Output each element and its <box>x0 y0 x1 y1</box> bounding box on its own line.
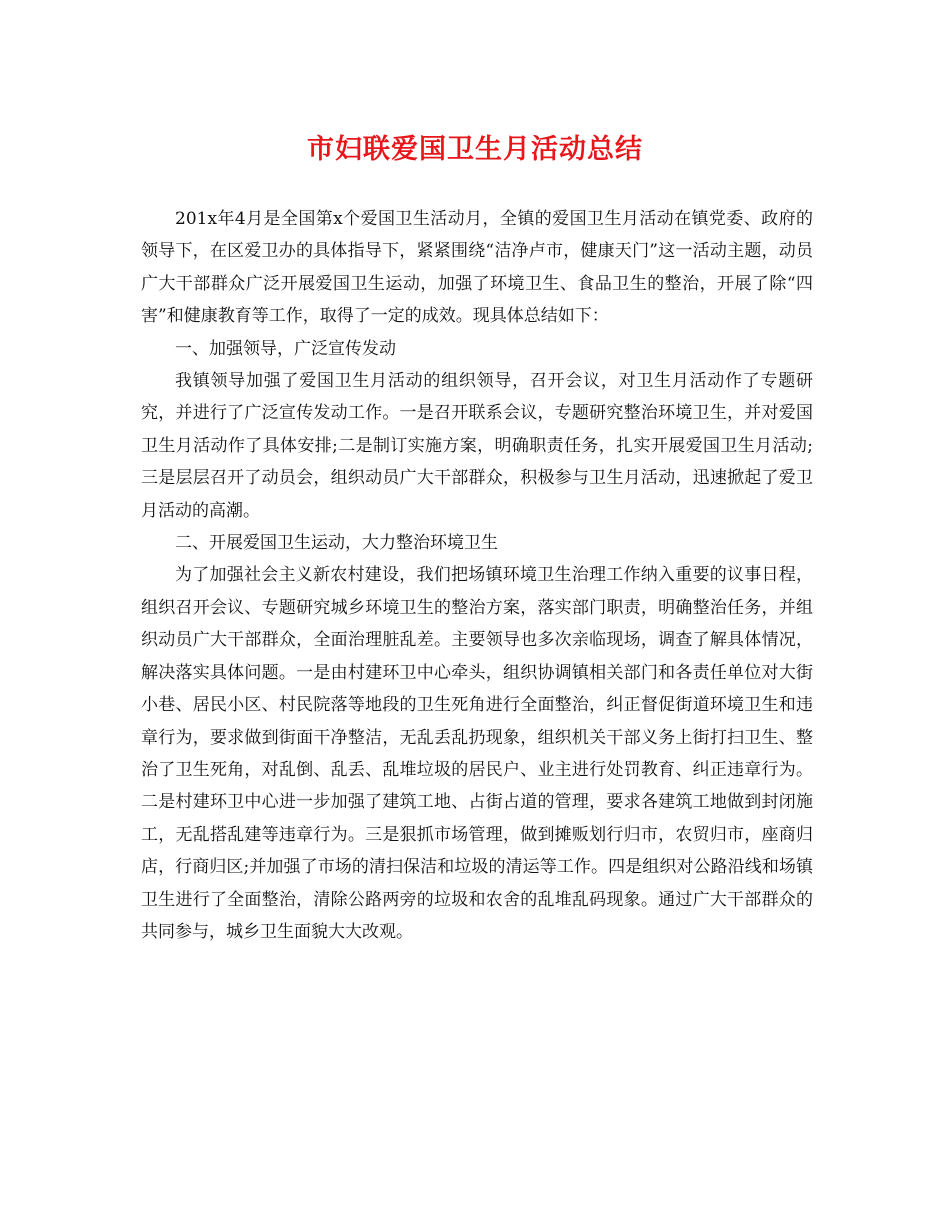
section-1-paragraph: 我镇领导加强了爱国卫生月活动的组织领导，召开会议，对卫生月活动作了专题研究，并进行了广泛宣传发动工作。一是召开联系会议，专题研究整治环境卫生，并对爱国卫生月活动作了具体安排;二是制订实施方案，明确职责任务，扎实开展爱国卫生月活动;三是层层召开了动员会，组织动员广大干部群众，积极参与卫生月活动，迅速掀起了爱卫月活动的高潮。 <box>141 371 813 521</box>
document-title: 市妇联爱国卫生月活动总结 <box>307 134 643 165</box>
document-body <box>141 203 813 948</box>
section-heading-2: 二、开展爱国卫生运动，大力整治环境卫生 <box>175 533 498 554</box>
intro-paragraph: 201x年4月是全国第x个爱国卫生活动月，全镇的爱国卫生月活动在镇党委、政府的领导下，在区爱卫办的具体指导下，紧紧围绕“洁净卢市，健康天门”这一活动主题，动员广大干部群众广泛开展爱国卫生运动，加强了环境卫生、食品卫生的整治，开展了除“四害”和健康教育等工作，取得了一定的成效。现具体总结如下： <box>141 209 813 327</box>
section-heading-1: 一、加强领导，广泛宣传发动 <box>175 338 396 359</box>
section-2-paragraph: 为了加强社会主义新农村建设，我们把场镇环境卫生治理工作纳入重要的议事日程，组织召开会议、专题研究城乡环境卫生的整治方案，落实部门职责，明确整治任务，并组织动员广大干部群众，全面治理脏乱差。主要领导也多次亲临现场，调查了解具体情况，解决落实具体问题。一是由村建环卫中心牵头，组织协调镇相关部门和各责任单位对大街小巷、居民小区、村民院落等地段的卫生死角进行全面整治，纠正督促街道环境卫生和违章行为，要求做到街面干净整洁，无乱丢乱扔现象，组织机关干部义务上街打扫卫生、整治了卫生死角，对乱倒、乱丢、乱堆垃圾的居民户、业主进行处罚教育、纠正违章行为。二是村建环卫中心进一步加强了建筑工地、占街占道的管理，要求各建筑工地做到封闭施工，无乱搭乱建等违章行为。三是狠抓市场管理，做到摊贩划行归市，农贸归市，座商归店，行商归区;并加强了市场的清扫保洁和垃圾的清运等工作。四是组织对公路沿线和场镇卫生进行了全面整治，清除公路两旁的垃圾和农舍的乱堆乱码现象。通过广大干部群众的共同参与，城乡卫生面貌大大改观。 <box>141 565 813 942</box>
